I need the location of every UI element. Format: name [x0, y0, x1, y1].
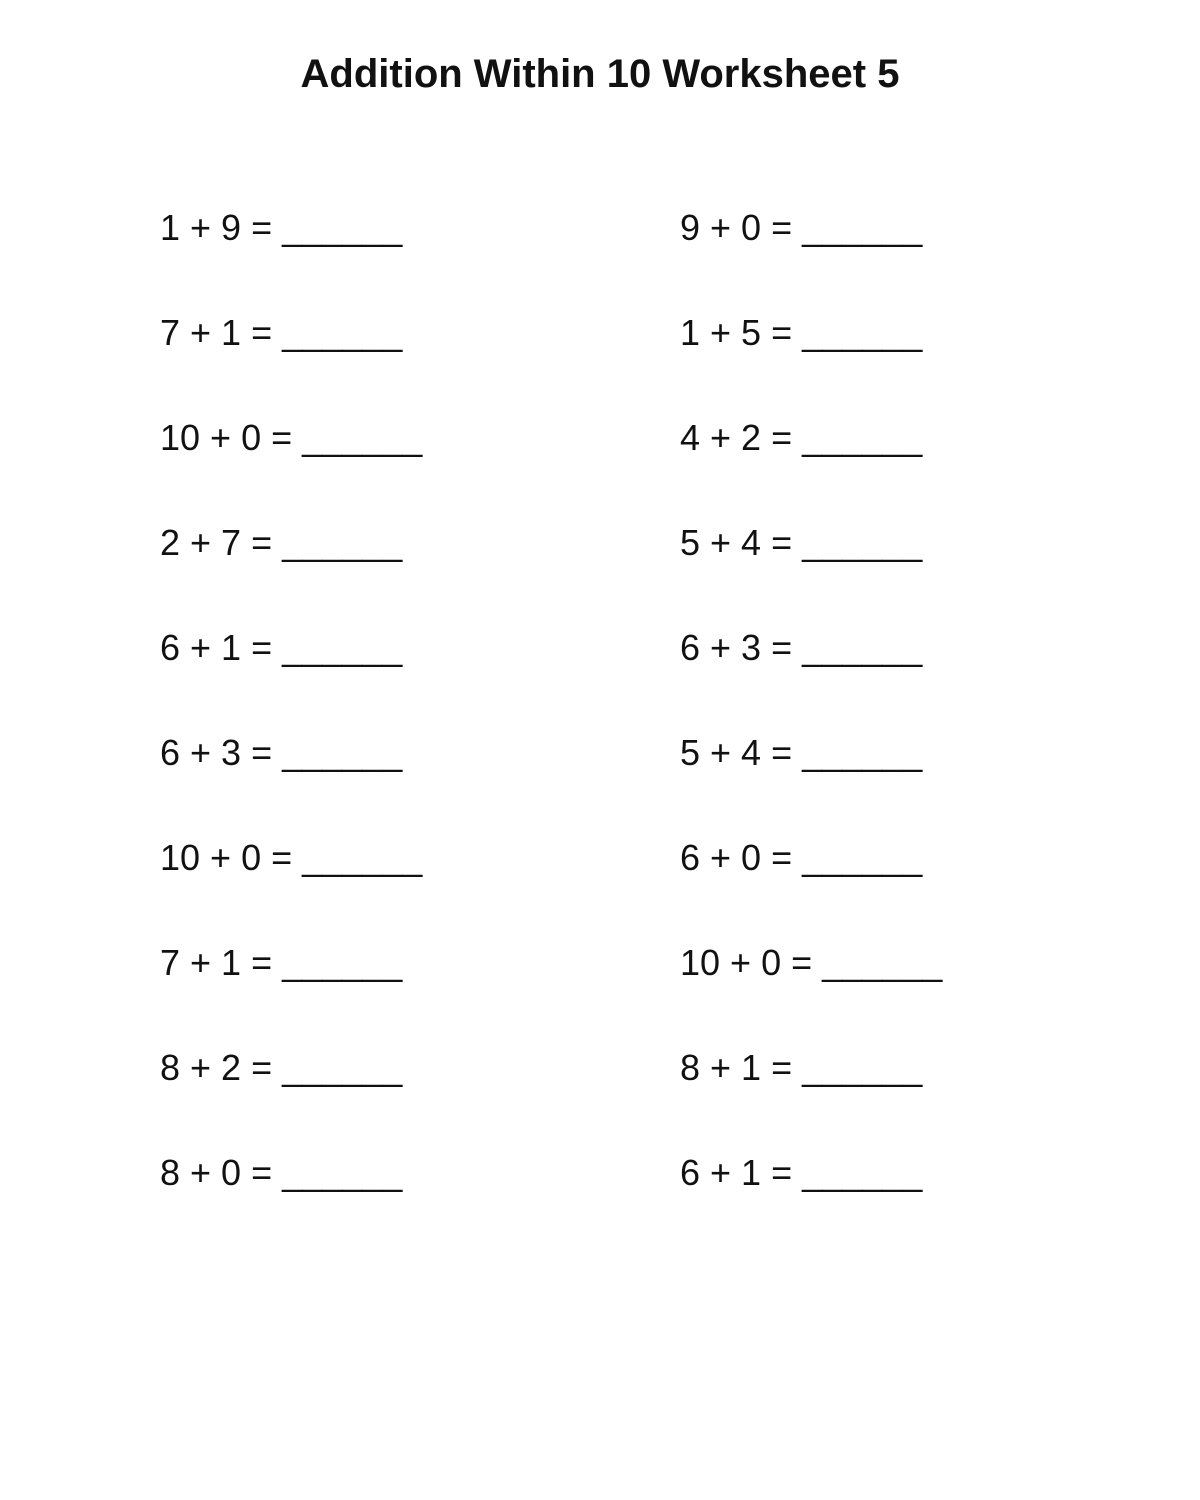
problem-9-left: 8 + 2 = ______: [160, 1047, 403, 1088]
problem-1-left: 1 + 9 = ______: [160, 207, 403, 248]
problem-9-right: 8 + 1 = ______: [680, 1047, 923, 1088]
problem-2-left: 7 + 1 = ______: [160, 312, 403, 353]
problem-10-right: 6 + 1 = ______: [680, 1152, 923, 1193]
problem-2-right: 1 + 5 = ______: [680, 312, 923, 353]
problem-4-left: 2 + 7 = ______: [160, 522, 403, 563]
problem-1-right: 9 + 0 = ______: [680, 207, 923, 248]
problem-3-left: 10 + 0 = ______: [160, 417, 423, 458]
problem-4-right: 5 + 4 = ______: [680, 522, 923, 563]
problem-10-left: 8 + 0 = ______: [160, 1152, 403, 1193]
problem-8-right: 10 + 0 = ______: [680, 942, 943, 983]
problem-5-left: 6 + 1 = ______: [160, 627, 403, 668]
worksheet-title: Addition Within 10 Worksheet 5: [300, 52, 900, 96]
problem-6-right: 5 + 4 = ______: [680, 732, 923, 773]
problem-3-right: 4 + 2 = ______: [680, 417, 923, 458]
problem-5-right: 6 + 3 = ______: [680, 627, 923, 668]
problem-6-left: 6 + 3 = ______: [160, 732, 403, 773]
problem-7-left: 10 + 0 = ______: [160, 837, 423, 878]
problem-7-right: 6 + 0 = ______: [680, 837, 923, 878]
problem-8-left: 7 + 1 = ______: [160, 942, 403, 983]
